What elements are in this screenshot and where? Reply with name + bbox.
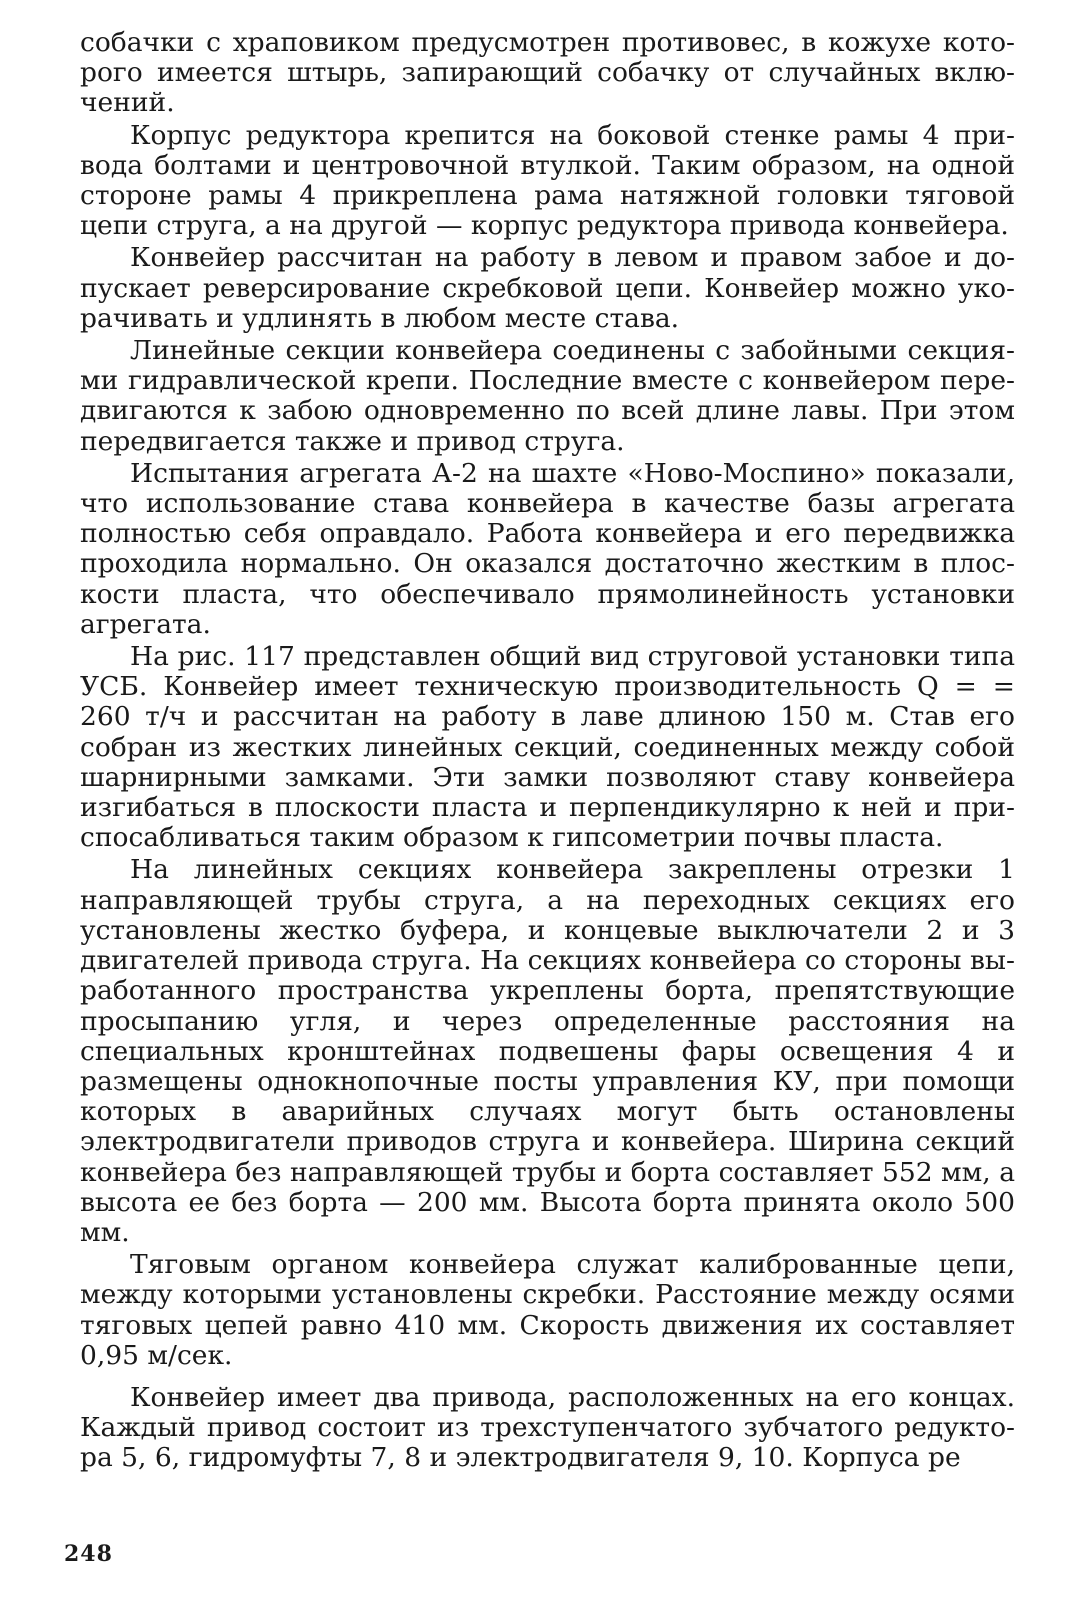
page-body xyxy=(80,28,1015,1476)
paragraph: На рис. 117 представлен общий вид струговой установки типа УСБ. Конвейер имеет техническую производительность Q = = 260 т/ч и рассчитан на работу в лаве длиною 150 м. Став его собран из жестких линейных секций, соединенных между собой шарнирными замками. Эти замки позволяют ставу конвейера изгибаться в плоскости пласта и перпендикулярно к ней и приспосабливаться таким образом к гипсометрии почвы пласта. xyxy=(80,641,1015,854)
paragraph: Тяговым органом конвейера служат калиброванные цепи, между которыми установлены скребки. Расстояние между осями тяговых цепей равно 410 мм. Скорость движения их составляет 0,95 м/сек. xyxy=(80,1249,1015,1371)
paragraph: На линейных секциях конвейера закреплены отрезки 1 направляющей трубы струга, а на переходных секциях его установлены жестко буфера, и концевые выключатели 2 и 3 двигателей привода струга. На секциях конвейера со стороны выработанного пространства укреплены борта, препятствующие просыпанию угля, и через определенные расстояния на специальных кронштейнах подвешены фары освещения 4 и размещены однокнопочные посты управления КУ, при помощи которых в аварийных случаях могут быть остановлены электродвигатели приводов струга и конвейера. Ширина секций конвейера без направляющей трубы и борта составляет 552 мм, а высота ее без борта — 200 мм. Высота борта принята около 500 мм. xyxy=(80,854,1015,1248)
paragraph: Конвейер имеет два привода, расположенных на его концах. Каждый привод состоит из трехступенчатого зубчатого редуктора 5, 6, гидромуфты 7, 8 и электродвигателя 9, 10. Корпуса ре xyxy=(80,1381,1015,1474)
paragraph: Конвейер рассчитан на работу в левом и правом забое и допускает реверсирование скребковой цепи. Конвейер можно укорачивать и удлинять в любом месте става. xyxy=(80,242,1015,334)
paragraph: Корпус редуктора крепится на боковой стенке рамы 4 привода болтами и центровочной втулкой. Таким образом, на одной стороне рамы 4 прикреплена рама натяжной головки тяговой цепи струга, а на другой — корпус редуктора привода конвейера. xyxy=(80,119,1015,242)
paragraph: Испытания агрегата А-2 на шахте «Ново-Моспино» показали, что использование става конвейера в качестве базы агрегата полностью себя оправдало. Работа конвейера и его передвижка проходила нормально. Он оказался достаточно жестким в плоскости пласта, что обеспечивало прямолинейность установки агрегата. xyxy=(80,457,1015,640)
page-number: 248 xyxy=(64,1541,113,1567)
paragraph: собачки с храповиком предусмотрен противовес, в кожухе которого имеется штырь, запирающий собачку от случайных включений. xyxy=(80,27,1015,119)
paragraph: Линейные секции конвейера соединены с забойными секциями гидравлической крепи. Последние вместе с конвейером передвигаются к забою одновременно по всей длине лавы. При этом передвигается также и привод струга. xyxy=(80,335,1015,457)
